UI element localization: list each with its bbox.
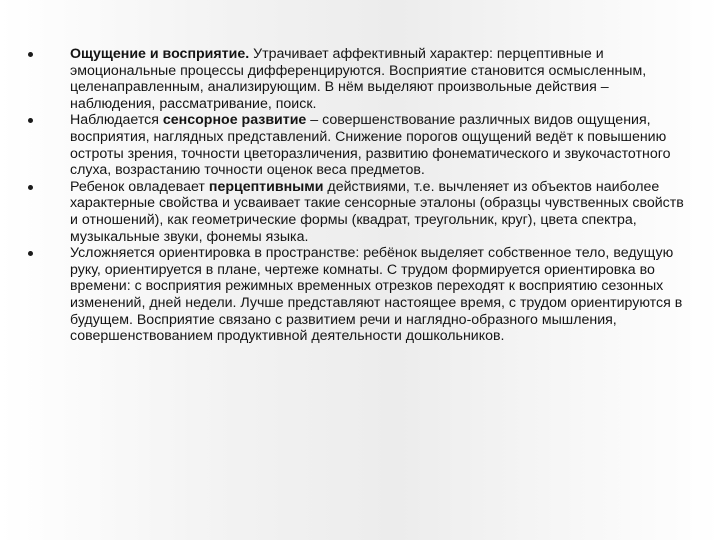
- item-text-before: Наблюдается: [70, 112, 163, 129]
- bullet-list: [28, 46, 688, 345]
- bullet-dot-icon: [28, 52, 33, 57]
- bullet-dot-icon: [28, 251, 33, 256]
- item-text-before: Ребенок овладевает: [70, 178, 209, 195]
- item-bold-text: перцептивными: [208, 178, 324, 195]
- item-bold-text: Ощущение и восприятие.: [70, 46, 250, 62]
- bullet-dot-icon: [28, 118, 33, 123]
- bullet-dot-icon: [28, 185, 33, 190]
- item-text-after: – совершенствование различных видов ощущения, восприятия, наглядных представлений. Снижение порогов ощущений ведёт к повышению остроты зрения, точности цветоразличения, развитию фонематического и звукочастотного слуха, возрастанию точности оценок веса предметов.: [70, 112, 671, 179]
- bullet-item-orientation: [28, 245, 688, 345]
- bullet-item-perceptual-actions: [28, 179, 688, 245]
- item-text-after: действиями, т.е. вычленяет из объектов наиболее характерные свойства и усваивает такие сенсорные эталоны (образцы чувственных свойств и отношений), как геометрические формы (квадрат, треугольник, круг), цвета спектра, музыкальные звуки, фонемы языка.: [70, 178, 684, 245]
- item-text: Усложняется ориентировка в пространстве: ребёнок выделяет собственное тело, ведущую руку, ориентируется в плане, чертеже комнаты. С трудом формируется ориентировка во времени: с восприятия режимных временных отрезков переходят к восприятию сезонных изменений, дней недели. Лучше представляют настоящее время, с трудом ориентируются в будущем. Восприятие связано с развитием речи и наглядно-образного мышления, совершенствованием продуктивной деятельности дошкольников.: [70, 245, 683, 345]
- item-text: Утрачивает аффективный характер: перцептивные и эмоциональные процессы дифференцируются. Восприятие становится осмысленным, целенаправленным, анализирующим. В нём выделяют произвольные действия – наблюдения, рассматривание, поиск.: [70, 46, 647, 112]
- item-bold-text: сенсорное развитие: [162, 112, 307, 129]
- bullet-item-perception: [28, 46, 688, 112]
- bullet-item-sensory-development: [28, 112, 688, 178]
